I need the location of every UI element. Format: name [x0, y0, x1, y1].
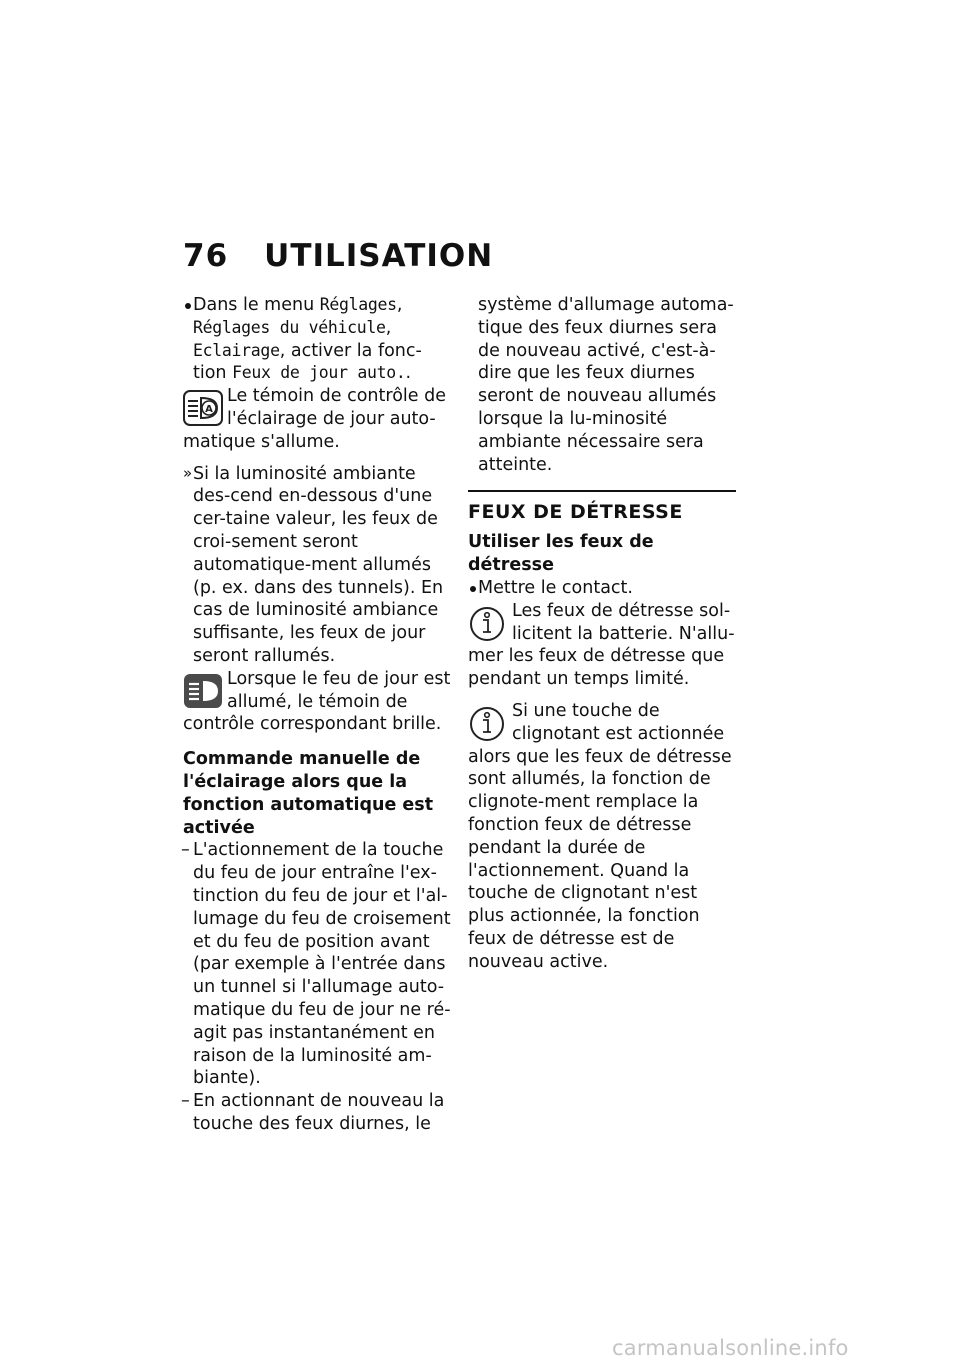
svg-text:A: A	[205, 404, 213, 416]
arrow-bullet-icon: »	[183, 463, 193, 482]
note-auto-daylight	[183, 385, 451, 453]
bullet-dot-icon	[470, 586, 476, 592]
bullet-item-ignition	[468, 577, 736, 600]
watermark: carmanualsonline.info	[612, 1336, 849, 1360]
subheading-hazard: Utiliser les feux de détresse	[468, 532, 654, 576]
page-title: UTILISATION	[264, 238, 494, 274]
note-text: Lorsque le feu de jour est allumé, le témoin de contrôle correspondant brille.	[183, 668, 451, 735]
info-text: Les feux de détresse sol-licitent la batterie. N'allu-mer les feux de détresse que pendant un temps limité.	[468, 600, 735, 690]
continued-text: système d'allumage automa-tique des feux diurnes sera de nouveau activé, c'est-à-dire que les feux diurnes seront de nouveau allumés lorsque la lu-minosité ambiante nécessaire sera atteinte.	[478, 295, 734, 475]
continued-paragraph	[468, 294, 736, 476]
note-daylight	[183, 668, 451, 736]
info-icon	[468, 704, 508, 742]
bullet-text: Mettre le contact.	[478, 577, 633, 598]
bullet-dot-icon	[185, 303, 191, 309]
dash-item-text: L'actionnement de la touche du feu de jour entraîne l'ex-tinction du feu de jour et l'al-lumage du feu de croisement et du feu de position avant (par exemple à l'entrée dans un tunnel si l'allumage auto-matique du feu de jour ne ré-agit pas instantanément en raison de la luminosité am-biante).	[193, 840, 451, 1089]
dash-item-1	[183, 839, 451, 1090]
section-title: FEUX DE DÉTRESSE	[468, 501, 683, 524]
left-column	[183, 294, 451, 1136]
dash-bullet-icon: –	[181, 840, 190, 861]
dash-item-2	[183, 1090, 451, 1136]
page-header	[183, 238, 493, 274]
arrow-item-text: Si la luminosité ambiante des-cend en-dessous d'une cer-taine valeur, les feux de croi-sement seront automatique-ment allumés (p. ex. dans des tunnels). En cas de luminosité ambiance suffisante, les feux de jour seront rallumés.	[193, 463, 444, 666]
info-note-battery	[468, 600, 736, 691]
page-number: 76	[183, 238, 229, 274]
note-text: Le témoin de contrôle de l'éclairage de jour auto-matique s'allume.	[183, 386, 446, 452]
subheading-manual-control: Commande manuelle de l'éclairage alors que la fonction automatique est activée	[183, 749, 434, 838]
auto-daylight-indicator-icon	[183, 389, 223, 427]
bullet-text: Dans le menu Réglages, Réglages du véhicule, Eclairage, activer la fonc- tion Feux de jour auto..	[193, 295, 422, 384]
info-text: Si une touche de clignotant est actionnée alors que les feux de détresse sont allumés, la fonction de clignote-ment remplace la fonction feux de détresse pendant la durée de l'actionnement. Quand la touche de clignotant n'est plus actionnée, la fonction feux de détresse est de nouveau active.	[468, 700, 732, 972]
dash-item-text: En actionnant de nouveau la touche des feux diurnes, le	[193, 1091, 445, 1134]
arrow-item-luminosity	[183, 463, 451, 668]
dash-bullet-icon: –	[181, 1091, 190, 1112]
right-column	[468, 294, 736, 974]
info-icon	[468, 604, 508, 642]
bullet-item-menu	[183, 294, 451, 385]
daylight-indicator-icon	[183, 672, 223, 710]
info-note-turn-signal	[468, 700, 736, 974]
